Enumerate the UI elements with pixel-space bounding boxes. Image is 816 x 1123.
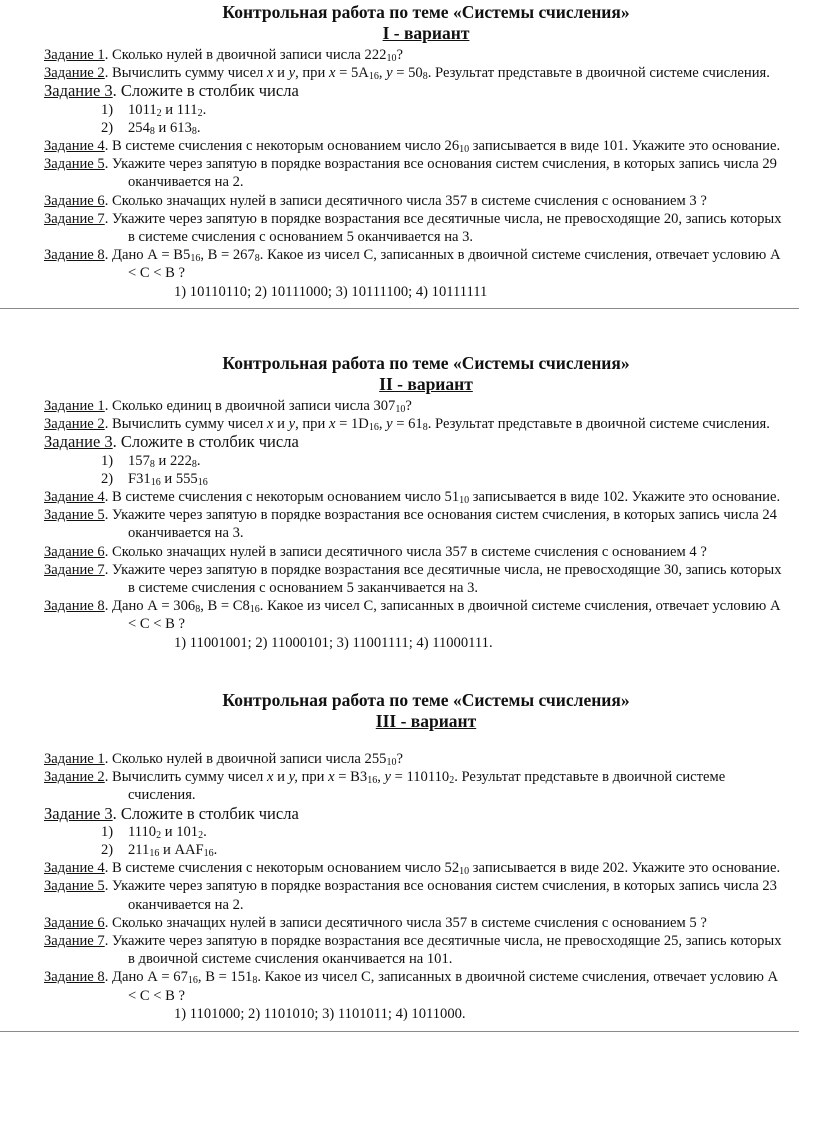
base-subscript: 16 [197, 476, 208, 488]
task-label: Задание 4 [44, 860, 105, 877]
variable: x [267, 769, 274, 786]
task-text: . Вычислить сумму чисел [104, 769, 267, 786]
item-number: 1) [101, 101, 114, 118]
number: 1110 [128, 823, 157, 840]
variant-3 [44, 690, 816, 1023]
task-text: счисления. [128, 787, 196, 804]
list-item [44, 470, 816, 488]
task-label: Задание 7 [44, 933, 105, 950]
task-label: Задание 1 [44, 47, 105, 63]
base-subscript: 8 [195, 604, 201, 616]
task-1 [44, 750, 816, 768]
task-text: . Какое из чисел С, записанных в двоичной системе счисления, отвечает условию А [257, 969, 779, 986]
task-label: Задание 8 [44, 969, 105, 986]
task-text: . Дано А = B5 [104, 247, 191, 264]
task-text: . Какое из чисел С, записанных в двоичной системе счисления, отвечает условию А [259, 247, 781, 264]
task-5 [44, 155, 816, 191]
task-label: Задание 6 [44, 192, 105, 209]
spacer [44, 734, 816, 750]
task-text: < C < B ? [128, 987, 185, 1004]
item-number: 1) [101, 823, 114, 840]
task-text: . Дано А = 306 [104, 598, 196, 615]
task-label: Задание 7 [44, 210, 105, 227]
base-subscript: 8 [252, 975, 258, 987]
number: и 222 [154, 452, 192, 469]
task-text: оканчивается на 2. [128, 896, 244, 913]
task-text: = 50 [392, 65, 423, 82]
task-text: . В системе счисления с некоторым основанием число 52 [104, 860, 460, 877]
variable: y, [288, 769, 298, 786]
divider-line [0, 1031, 799, 1032]
task-label: Задание 4 [44, 138, 105, 155]
task-text: . Сложите в столбик числа [112, 803, 299, 823]
task-2 [44, 64, 816, 82]
base-subscript: 8 [191, 125, 197, 137]
task-text: . Сколько значащих нулей в записи десятичного числа 357 в системе счисления с основанием 5 ? [104, 914, 707, 931]
number: 211 [128, 842, 150, 859]
task-label: Задание 1 [44, 398, 105, 414]
punct: . [213, 842, 218, 859]
base-subscript: 2 [197, 107, 203, 119]
base-subscript: 2 [449, 775, 455, 787]
task-3 [44, 805, 816, 823]
task-7 [44, 932, 816, 968]
task-text: < C < B ? [128, 616, 185, 633]
task-text: . Сложите в столбик числа [112, 432, 299, 452]
number: и 111 [161, 101, 198, 118]
task-label: Задание 2 [44, 65, 105, 82]
task-label: Задание 8 [44, 598, 105, 615]
number: и 101 [161, 823, 199, 840]
variable: y [384, 769, 391, 786]
answer-options: 1) 10110110; 2) 10111000; 3) 10111100; 4) 10111111 [174, 283, 488, 300]
task-text: , при [295, 65, 329, 82]
variable: x [328, 769, 335, 786]
list-item [44, 452, 816, 470]
variant-name: II - вариант [379, 374, 473, 394]
base-subscript: 10 [459, 866, 470, 878]
task-label: Задание 3 [44, 432, 113, 452]
task-4 [44, 859, 816, 877]
base-subscript: 16 [190, 253, 201, 265]
task-text: . Сколько значащих нулей в записи десятичного числа 357 в системе счисления с основанием 3 ? [104, 192, 707, 209]
task-text: , B = 151 [197, 969, 253, 986]
task-text: = 5A [335, 65, 369, 82]
task-text: записывается в виде 202. Укажите это основание. [469, 860, 781, 877]
task-label: Задание 5 [44, 878, 105, 895]
base-subscript: 16 [203, 848, 214, 860]
task-5 [44, 877, 816, 913]
task-text: ? [405, 398, 412, 414]
task-text: , при [295, 416, 329, 433]
task-text: . Результат представьте в двоичной системе счисления. [427, 416, 770, 433]
task-4 [44, 488, 816, 506]
base-subscript: 16 [149, 848, 160, 860]
task-label: Задание 2 [44, 769, 105, 786]
task-text: , [378, 416, 387, 433]
task-8 [44, 597, 816, 633]
base-subscript: 16 [367, 775, 378, 787]
task-text: < C < B ? [128, 265, 185, 282]
task-text: = 110110 [390, 769, 450, 786]
task-text: , B = 267 [200, 247, 255, 264]
base-subscript: 10 [395, 404, 406, 415]
task-text: в системе счисления с основанием 5 оканчивается на 3. [128, 229, 474, 246]
task-text: = 1D [335, 416, 369, 433]
item-number: 2) [101, 842, 114, 859]
task-text: . Дано А = 67 [104, 969, 188, 986]
punct: . [202, 101, 207, 118]
task-text: . Сколько значащих нулей в записи десятичного числа 357 в системе счисления с основанием 4 ? [104, 543, 707, 560]
task-3 [44, 82, 816, 100]
base-subscript: 16 [368, 71, 379, 83]
base-subscript: 2 [156, 107, 162, 119]
punct: . [196, 452, 201, 469]
task-text: ? [396, 751, 403, 767]
task-text: и [273, 769, 289, 786]
base-subscript: 16 [368, 422, 379, 434]
task-text: в двоичной системе счисления оканчивается на 101. [128, 951, 453, 968]
variant-title: Контрольная работа по теме «Системы счисления» [222, 353, 630, 373]
task-text: = 61 [392, 416, 423, 433]
base-subscript: 8 [149, 458, 155, 470]
number: 254 [128, 119, 150, 136]
number: и AAF [159, 842, 204, 859]
item-number: 2) [101, 470, 114, 487]
variant-title: Контрольная работа по теме «Системы счисления» [222, 690, 630, 710]
task-text: . Укажите через запятую в порядке возрастания все основания систем счисления, в которых запись числа 29 [104, 156, 777, 173]
task-label: Задание 7 [44, 561, 105, 578]
variant-title: Контрольная работа по теме «Системы счисления» [222, 2, 630, 22]
variant-2 [44, 353, 816, 652]
base-subscript: 16 [187, 975, 198, 987]
task-text: . Вычислить сумму чисел [104, 65, 267, 82]
variable: x [328, 416, 336, 433]
task-6 [44, 192, 816, 210]
task-text: . Сколько единиц в двоичной записи числа 307 [104, 398, 396, 414]
punct: . [196, 119, 201, 136]
task-text: . Укажите через запятую в порядке возрастания все десятичные числа, не превосходящие 30, запись которых [104, 561, 782, 578]
number: F31 [128, 470, 151, 487]
number: и 555 [160, 470, 198, 487]
base-subscript: 10 [386, 757, 397, 768]
task-label: Задание 8 [44, 247, 105, 264]
task-8 [44, 246, 816, 282]
task-text: и [273, 416, 289, 433]
task-4 [44, 137, 816, 155]
task-text: . Результат представьте в двоичной системе [454, 769, 726, 786]
task-label: Задание 5 [44, 156, 105, 173]
task-3 [44, 433, 816, 451]
task-text: при [297, 769, 329, 786]
variable: x [267, 65, 274, 82]
divider-line [0, 308, 799, 309]
task-label: Задание 1 [44, 751, 105, 767]
variable: y [288, 65, 296, 82]
task-label: Задание 3 [44, 803, 113, 823]
task-7 [44, 210, 816, 246]
task-text: . В системе счисления с некоторым основанием число 26 [104, 138, 460, 155]
task-text: . Укажите через запятую в порядке возрастания все основания систем счисления, в которых запись числа 24 [104, 507, 777, 524]
answer-options: 1) 11001001; 2) 11000101; 3) 11001111; 4) 11000111. [174, 634, 493, 651]
task-text: и [273, 65, 289, 82]
task-2 [44, 768, 816, 804]
base-subscript: 16 [150, 476, 161, 488]
list-item [44, 823, 816, 841]
variant-name: I - вариант [382, 23, 470, 43]
task-text: оканчивается на 2. [128, 174, 244, 191]
task-text: , B = C8 [200, 598, 250, 615]
task-text: записывается в виде 101. Укажите это основание. [469, 138, 781, 155]
variable: y [386, 416, 393, 433]
list-item [44, 119, 816, 137]
task-6 [44, 914, 816, 932]
base-subscript: 8 [191, 458, 197, 470]
base-subscript: 10 [459, 495, 470, 507]
task-text: . Вычислить сумму чисел [104, 416, 267, 433]
base-subscript: 2 [198, 829, 204, 841]
base-subscript: 2 [156, 829, 162, 841]
task-text: записывается в виде 102. Укажите это основание. [469, 489, 781, 506]
task-label: Задание 4 [44, 489, 105, 506]
variable: x [267, 416, 274, 433]
item-number: 1) [101, 452, 114, 469]
base-subscript: 16 [249, 604, 260, 616]
task-text: в системе счисления с основанием 5 заканчивается на 3. [128, 580, 479, 597]
task-text: ? [396, 47, 403, 63]
task-7 [44, 561, 816, 597]
base-subscript: 8 [422, 422, 428, 434]
base-subscript: 10 [386, 53, 397, 64]
task-text: . Сколько нулей в двоичной записи числа 222 [104, 47, 387, 63]
number: 1011 [128, 101, 157, 118]
variable: y [386, 65, 393, 82]
variant-name: III - вариант [375, 711, 477, 731]
number: 157 [128, 452, 150, 469]
punct: . [203, 823, 207, 840]
variant-1 [44, 2, 816, 301]
task-label: Задание 6 [44, 543, 105, 560]
task-text: . Укажите через запятую в порядке возрастания все десятичные числа, не превосходящие 25, запись которых [104, 933, 782, 950]
base-subscript: 8 [149, 125, 155, 137]
task-8 [44, 968, 816, 1004]
task-text: . Укажите через запятую в порядке возрастания все десятичные числа, не превосходящие 20, запись которых [104, 210, 782, 227]
task-1 [44, 46, 816, 64]
task-text: . В системе счисления с некоторым основанием число 51 [104, 489, 460, 506]
task-text: , [378, 65, 387, 82]
base-subscript: 8 [422, 71, 428, 83]
task-6 [44, 543, 816, 561]
task-label: Задание 5 [44, 507, 105, 524]
answer-options: 1) 1101000; 2) 1101010; 3) 1101011; 4) 1011000. [174, 1005, 466, 1022]
variable: x [328, 65, 336, 82]
list-item [44, 101, 816, 119]
list-item [44, 841, 816, 859]
task-text: = B3 [334, 769, 368, 786]
task-label: Задание 6 [44, 914, 105, 931]
task-text: . Сколько нулей в двоичной записи числа 255 [104, 751, 387, 767]
item-number: 2) [101, 119, 114, 136]
base-subscript: 8 [254, 253, 260, 265]
task-text: . Результат представьте в двоичной системе счисления. [427, 65, 770, 82]
variable: y [288, 416, 296, 433]
task-text: . Укажите через запятую в порядке возрастания все основания систем счисления, в которых запись числа 23 [104, 878, 777, 895]
task-5 [44, 506, 816, 542]
task-2 [44, 415, 816, 433]
task-label: Задание 3 [44, 81, 113, 101]
task-label: Задание 2 [44, 416, 105, 433]
task-text: . Сложите в столбик числа [112, 81, 299, 101]
number: и 613 [154, 119, 192, 136]
task-text: . Какое из чисел С, записанных в двоичной системе счисления, отвечает условию А [259, 598, 781, 615]
task-1 [44, 397, 816, 415]
base-subscript: 10 [459, 144, 470, 156]
task-text: , [377, 769, 385, 786]
task-text: оканчивается на 3. [128, 525, 244, 542]
